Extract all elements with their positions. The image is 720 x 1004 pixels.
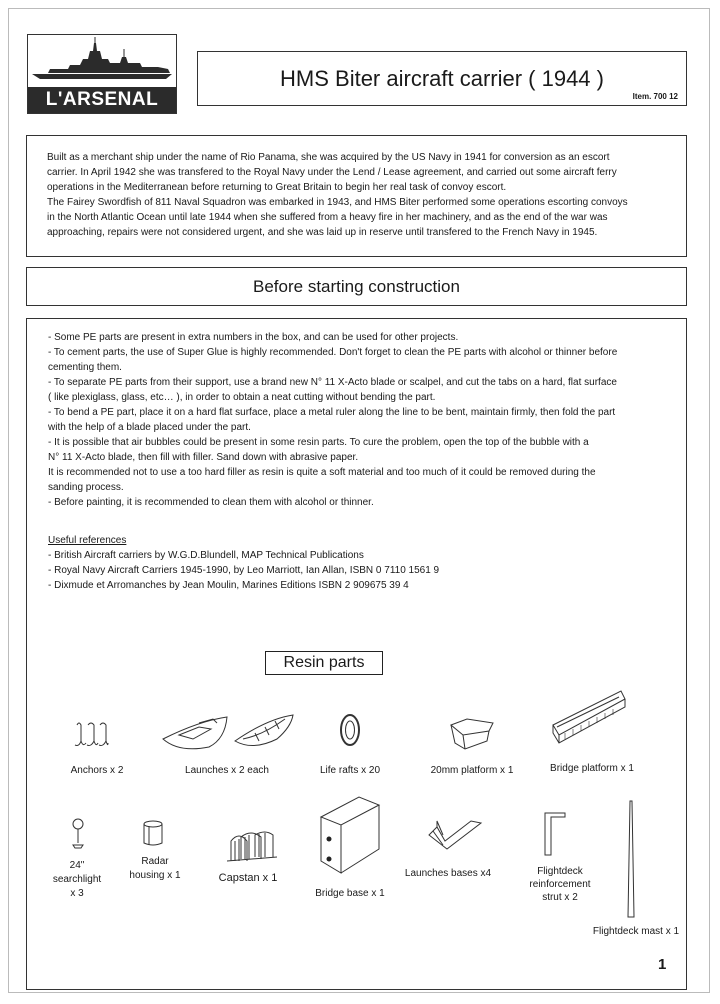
resin-parts-heading: Resin parts <box>265 651 383 675</box>
bridge-platform-icon <box>549 687 629 747</box>
page-number: 1 <box>658 956 667 973</box>
bridge-platform-label: Bridge platform x 1 <box>550 763 634 774</box>
20mm-platform-label: 20mm platform x 1 <box>430 765 514 776</box>
reinforcement-strut-icon <box>543 809 567 857</box>
history-line: in the North Atlantic Ocean until late 1944 when she suffered from a heavy fire in her machinery, and as the end of the war was <box>47 212 608 223</box>
history-line: approaching, repairs were not considered urgent, and she was laid up in reserve until transfered to the French Navy in 1945. <box>47 227 598 238</box>
bridge-base-label: Bridge base x 1 <box>315 888 385 899</box>
reference-item: - Royal Navy Aircraft Carriers 1945-1990, by Leo Marriott, Ian Allan, ISBN 0 7110 1561 9 <box>48 565 440 576</box>
anchors-label: Anchors x 2 <box>70 765 124 776</box>
flightdeck-mast-label: Flightdeck mast x 1 <box>592 926 680 937</box>
instruction-line: sanding process. <box>48 482 124 493</box>
instruction-line: N° 11 X-Acto blade, then fill with filler. Sand down with abrasive paper. <box>48 452 359 463</box>
bridge-base-icon <box>317 795 383 877</box>
life-raft-icon <box>339 713 361 747</box>
instruction-line: It is recommended not to use a too hard filler as resin is quite a soft material and too much of it could be removed during the <box>48 467 596 478</box>
instruction-line: - To bend a PE part, place it on a hard flat surface, place a metal ruler along the line to be bent, maintain firmly, then fold the part <box>48 407 616 418</box>
title-box <box>197 51 687 106</box>
life-rafts-label: Life rafts x 20 <box>319 765 381 776</box>
history-line: operations in the Mediterranean before returning to Great Britain to begin her real task of convoy escort. <box>47 182 507 193</box>
reference-item: - Dixmude et Arromanches by Jean Moulin, Marines Editions ISBN 2 909675 39 4 <box>48 580 409 591</box>
instruction-line: - Some PE parts are present in extra numbers in the box, and can be used for other projects. <box>48 332 459 343</box>
item-number: Item. 700 12 <box>632 92 678 101</box>
history-line: Built as a merchant ship under the name of Rio Panama, she was acquired by the US Navy in 1941 for conversion as an escort <box>47 152 610 163</box>
instructions <box>48 330 673 510</box>
searchlight-icon <box>71 817 85 849</box>
instruction-line: cementing them. <box>48 362 122 373</box>
instruction-line: - To separate PE parts from their support, use a brand new N° 11 X-Acto blade or scalpel, and cut the tabs on a hard, flat surface <box>48 377 617 388</box>
capstan-label: Capstan x 1 <box>218 872 278 884</box>
launches-label: Launches x 2 each <box>185 765 269 776</box>
anchors-icon <box>73 721 109 751</box>
radar-housing-label: Radar housing x 1 <box>129 856 181 881</box>
capstan-icon <box>227 829 277 863</box>
searchlight-label: 24" searchlight x 3 <box>52 860 102 899</box>
instructions-box <box>26 318 687 990</box>
20mm-platform-icon <box>449 717 495 751</box>
launch-bases-icon <box>427 817 483 851</box>
instruction-line: - To cement parts, the use of Super Glue is highly recommended. Don't forget to clean the PE parts with alcohol or thinner before <box>48 347 618 358</box>
flightdeck-mast-icon <box>625 799 637 919</box>
before-heading: Before starting construction <box>26 267 687 306</box>
reinforcement-strut-label: Flightdeck reinforcement strut x 2 <box>529 866 591 903</box>
reference-item: - British Aircraft carriers by W.G.D.Blundell, MAP Technical Publications <box>48 550 364 561</box>
page-title: HMS Biter aircraft carrier ( 1944 ) <box>280 66 604 91</box>
references-heading: Useful references <box>48 535 127 546</box>
history-line: carrier. In April 1942 she was transfered to the Royal Navy under the Lend / Lease agreement, and carried out some aircraft ferry <box>47 167 617 178</box>
instruction-line: - Before painting, it is recommended to clean them with alcohol or thinner. <box>48 497 374 508</box>
history-box <box>26 135 687 257</box>
launch-bases-label: Launches bases x4 <box>404 868 492 879</box>
radar-housing-icon <box>141 819 165 849</box>
instruction-line: with the help of a blade placed under the part. <box>48 422 251 433</box>
warship-silhouette-icon <box>28 35 176 87</box>
logo-brand-text: L'ARSENAL <box>28 87 176 113</box>
instruction-line: - It is possible that air bubbles could be present in some resin parts. To cure the problem, open the top of the bubble with a <box>48 437 589 448</box>
references <box>48 533 648 593</box>
launches-icon <box>159 711 299 755</box>
logo <box>27 34 177 114</box>
history-line: The Fairey Swordfish of 811 Naval Squadron was embarked in 1943, and HMS Biter performed some operations escorting convoys <box>47 197 628 208</box>
instruction-line: ( like plexiglass, glass, etc… ), in order to obtain a neat cutting without bending the part. <box>48 392 436 403</box>
